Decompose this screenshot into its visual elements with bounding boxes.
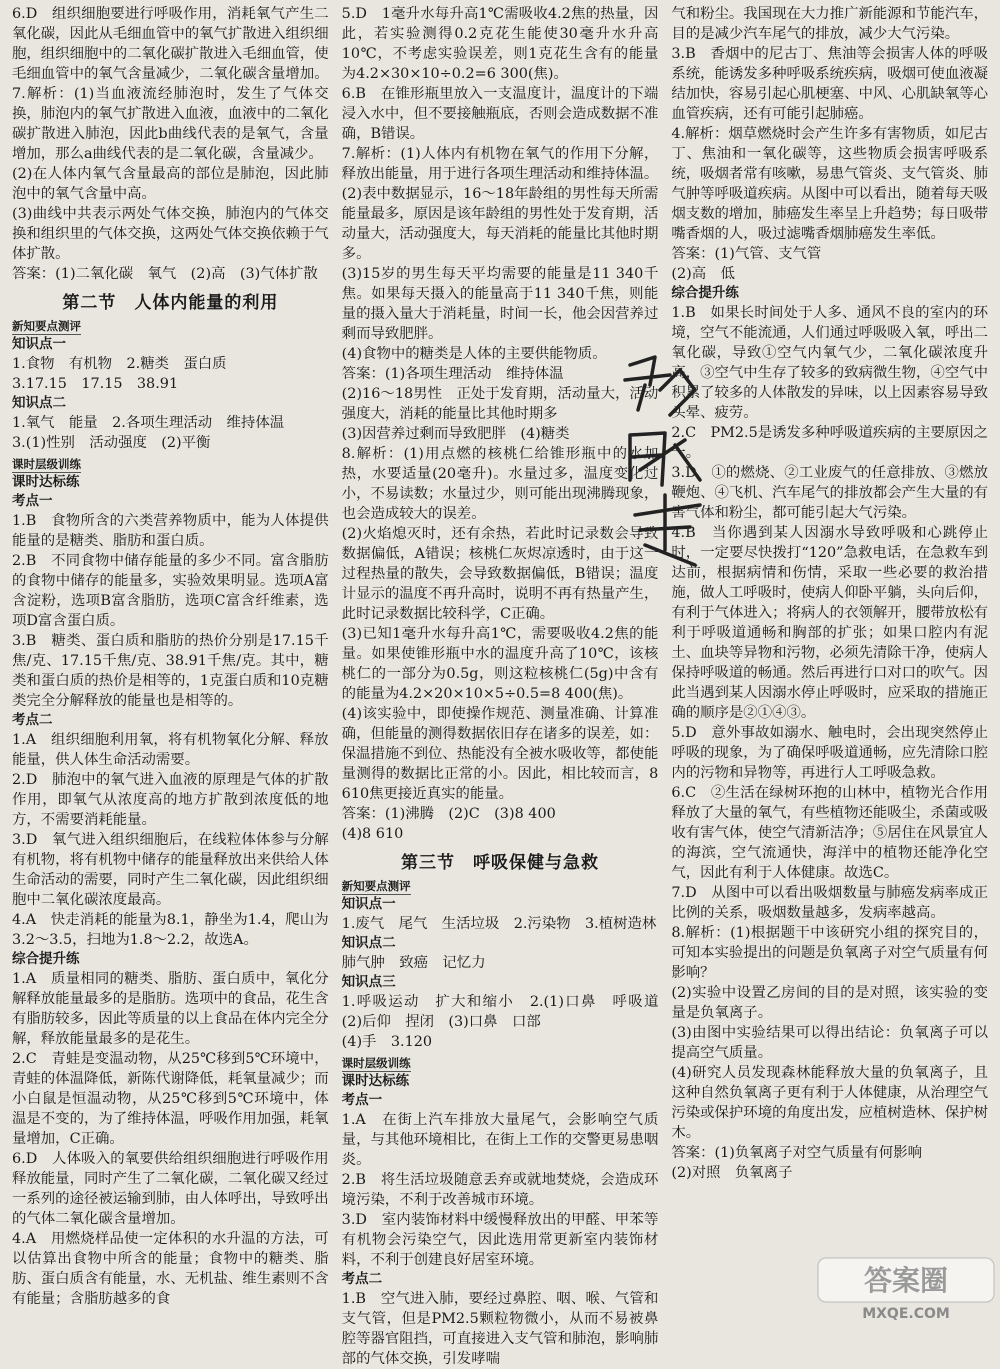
section-title: 第二节 人体内能量的利用 xyxy=(62,293,279,313)
answer-paragraph: 肺气肿 致癌 记忆力 xyxy=(341,955,486,971)
answer-paragraph: 2.B 将生活垃圾随意丢弃或就地焚烧，会造成环境污染，不利于改善城市环境。 xyxy=(341,1172,659,1208)
answer-paragraph: 4.A 用燃烧样品使一定体积的水升温的方法，可以估算出食物中所含的能量；食物中的糖类、脂肪、蛋白质含有能量，水、无机盐、维生素则不含有能量；含脂肪越多的食 xyxy=(12,1231,329,1307)
answer-paragraph: 答案：(1)负氧离子对空气质量有何影响 xyxy=(671,1145,922,1161)
answer-paragraph: (2)表中数据显示，16～18年龄组的男性每天所需能量最多，原因是该年龄组的男性处于发育期，活动量大，活动强度大，每天消耗的能量比其他时期多。 xyxy=(341,186,659,262)
answer-paragraph: 8.解析：(1)根据题干中该研究小组的探究目的，可知本实验提出的问题是负氧离子对空气质量有何影响？ xyxy=(671,925,989,981)
answer-paragraph: 1.呼吸运动 扩大和缩小 2.(1)口鼻 呼吸道 (2)后仰 捏闭 (3)口鼻 口部 xyxy=(341,994,673,1030)
watermark-logo xyxy=(816,1254,996,1324)
answer-paragraph: 1.食物 有机物 2.糖类 蛋白质 xyxy=(12,356,227,372)
column-middle xyxy=(335,4,673,1367)
heading-label: 知识点二 xyxy=(12,395,66,411)
answer-paragraph: (2)火焰熄灭时，还有余热，若此时记录数会导致数据偏低，A错误；核桃仁灰烬凉透时，由于这一过程热量的散失，会导致数据偏低，B错误；温度计显示的温度不再升高时，说明不再有热量产生，此时记录数据比较科学，C正确。 xyxy=(341,526,659,622)
handwritten-signature xyxy=(610,345,720,575)
answer-paragraph: (3)因营养过剩而导致肥胖 (4)糖类 xyxy=(341,426,570,442)
answer-paragraph: 1.B 空气进入肺，要经过鼻腔、咽、喉、气管和支气管，但是PM2.5颗粒物微小，从而不易被鼻腔等器官阻挡，可直接进入支气管和肺泡，影响肺部的气体交换，引发哮喘 xyxy=(341,1291,659,1367)
subsection-label: 课时层级训练 xyxy=(341,1056,411,1070)
answer-paragraph: (2)16～18男性 正处于发育期，活动量大，活动强度大，消耗的能量比其他时期多 xyxy=(341,386,659,422)
heading-label: 知识点一 xyxy=(341,896,396,912)
heading-label: 知识点一 xyxy=(12,336,66,352)
subsection-label: 课时层级训练 xyxy=(12,457,81,471)
answer-paragraph: 1.B 如果长时间处于人多、通风不良的室内的环境，空气不能流通，人们通过呼吸吸入氧，呼出二氧化碳，导致①空气内氧气少，二氧化碳浓度升高，③空气中生存了较多的致病微生物，④空气中积累了较多的人体散发的异味，以上因素容易导致头晕、疲劳。 xyxy=(671,305,989,421)
heading-label: 考点二 xyxy=(341,1271,383,1287)
answer-paragraph: 2.C 青蛙是变温动物，从25℃移到5℃环境中，青蛙的体温降低，新陈代谢降低，耗氧量减少；而小白鼠是恒温动物，从25℃移到5℃环境中，体温是不变的，为了维持体温，呼吸作用加强，耗氧量增加，C正确。 xyxy=(12,1051,329,1147)
answer-paragraph: (4)该实验中，即使操作规范、测量准确、计算准确，但能量的测得数据依旧存在诸多的误差，如：保温措施不到位、热能没有全被水吸收等，都使能量测得的数据比正常的小。因此，相比较而言，8 610焦更接近真实的能量。 xyxy=(341,706,659,802)
section-title: 第三节 呼吸保健与急救 xyxy=(401,853,599,873)
answer-paragraph: 1.B 食物所含的六类营养物质中，能为人体提供能量的是糖类、脂肪和蛋白质。 xyxy=(12,513,329,549)
heading-label: 知识点二 xyxy=(341,935,396,951)
column-left xyxy=(6,4,335,1326)
answer-paragraph: 7.解析：(1)当血液流经肺泡时，发生了气体交换，肺泡内的氧气扩散进入血液，血液中的二氧化碳扩散进入肺泡，因此b曲线代表的是氧气，含量增加，那么a曲线代表的是二氧化碳，含量减少。 xyxy=(12,86,329,162)
answer-paragraph: (4)手 3.120 xyxy=(341,1034,433,1050)
column-right xyxy=(664,4,994,1326)
answer-paragraph: 答案：(1)各项生理活动 维持体温 xyxy=(341,366,564,382)
answer-paragraph: 8.解析：(1)用点燃的核桃仁给锥形瓶中的水加热，水要适量(20毫升)。水量过多，温度变化过小，不易读数；水量过少，则可能出现沸腾现象，也会造成较大的误差。 xyxy=(341,446,659,522)
heading-label: 综合提升练 xyxy=(671,285,739,301)
answer-paragraph: 2.B 不同食物中储存能量的多少不同。富含脂肪的食物中储存的能量多，实验效果明显。选项A富含淀粉，选项B富含脂肪，选项C富含纤维素，选项D富含蛋白质。 xyxy=(12,553,329,629)
subsection-wrap xyxy=(12,453,329,473)
answer-paragraph: (4)食物中的糖类是人体的主要供能物质。 xyxy=(341,346,607,362)
answer-paragraph: (2)对照 负氧离子 xyxy=(671,1165,793,1181)
answer-paragraph: 3.17.15 17.15 38.91 xyxy=(12,376,179,392)
answer-paragraph: (3)已知1毫升水每升高1℃，需要吸收4.2焦的能量。如果使锥形瓶中水的温度升高了10℃，该核桃仁的一部分为0.5g，则这粒核桃仁(5g)中含有的能量为4.2×20×10×5÷0.5=8 400(焦)。 xyxy=(341,626,659,702)
heading-label: 知识点三 xyxy=(341,974,396,990)
answer-paragraph: 3.B 糖类、蛋白质和脂肪的热价分别是17.15千焦/克、17.15千焦/克、38.91千焦/克。其中，糖类和蛋白质的热价是相等的，1克蛋白质和10克糖类完全分解释放的能量也是相等的。 xyxy=(12,633,329,709)
subsection-wrap xyxy=(342,875,659,895)
answer-paragraph: 6.D 组织细胞要进行呼吸作用，消耗氧气产生二氧化碳，因此从毛细血管中的氧气扩散进入组织细胞，组织细胞中的二氧化碳扩散进入毛细血管，使毛细血管中的氧气含量减少，二氧化碳含量增加。 xyxy=(12,6,329,82)
answer-paragraph: (2)实验中设置乙房间的目的是对照，该实验的变量是负氧离子。 xyxy=(671,985,989,1021)
answer-paragraph: (2)高 低 xyxy=(671,266,735,282)
heading-label: 考点一 xyxy=(12,493,53,509)
answer-paragraph: 6.D 人体吸入的氧要供给组织细胞进行呼吸作用释放能量，同时产生了二氧化碳，二氧化碳又经过一系列的途径被运输到肺，由人体呼出，导致呼出的气体二氧化碳含量增加。 xyxy=(12,1151,329,1227)
answer-paragraph: 5.D 意外事故如溺水、触电时，会出现突然停止呼吸的现象，为了确保呼吸道通畅，应先清除口腔内的污物和异物等，再进行人工呼吸急救。 xyxy=(671,725,989,781)
answer-paragraph: 6.B 在锥形瓶里放入一支温度计，温度计的下端浸入水中，但不要接触瓶底，否则会造成数据不准确，B错误。 xyxy=(341,86,659,142)
answer-paragraph: 3.D 氧气进入组织细胞后，在线粒体体参与分解有机物，将有机物中储存的能量释放出来供给人体生命活动的需要，同时产生二氧化碳，因此组织细胞中二氧化碳浓度最高。 xyxy=(12,832,329,908)
answer-paragraph: (3)15岁的男生每天平均需要的能量是11 340千焦。如果每天摄入的能量高于11 340千焦，则能量的摄入量大于消耗量，时间一长，他会因营养过剩而导致肥胖。 xyxy=(341,266,659,342)
answer-paragraph: 2.D 肺泡中的氧气进入血液的原理是气体的扩散作用，即氧气从浓度高的地方扩散到浓度低的地方，不需要消耗能量。 xyxy=(12,772,329,828)
answer-paragraph: 3.B 香烟中的尼古丁、焦油等会损害人体的呼吸系统，能诱发多种呼吸系统疾病，吸烟可使血液凝结加快，容易引起心肌梗塞、中风、心肌缺氧等心血管疾病，还有可能引起肺癌。 xyxy=(671,46,989,122)
heading-label: 综合提升练 xyxy=(12,951,80,967)
heading-label: 课时达标练 xyxy=(341,1073,410,1089)
answer-paragraph: 1.A 在街上汽车排放大量尾气，会影响空气质量，与其他环境相比，在街上工作的交警更易患咽炎。 xyxy=(341,1112,659,1168)
subsection-wrap xyxy=(12,315,329,335)
answer-paragraph: 2.C PM2.5是诱发多种呼吸道疾病的主要原因之一。 xyxy=(671,425,989,461)
subsection-label: 新知要点测评 xyxy=(341,879,411,893)
heading-label: 考点二 xyxy=(12,712,53,728)
answer-paragraph: 气和粉尘。我国现在大力推广新能源和节能汽车，目的是减少汽车尾气的排放，减少大气污染。 xyxy=(671,6,989,42)
answer-paragraph: (4)8 610 xyxy=(341,826,404,842)
answer-paragraph: 3.D 室内装饰材料中缓慢释放出的甲醛、甲苯等有机物会污染空气，因此选用常更新室内装饰材料，不利于创建良好居室环境。 xyxy=(341,1212,659,1268)
answer-paragraph: 答案：(1)二氧化碳 氧气 (2)高 (3)气体扩散 xyxy=(12,266,318,282)
answer-paragraph: 4.B 当你遇到某人因溺水导致呼吸和心跳停止时，一定要尽快拨打“120”急救电话，在急救车到达前，根据病情和伤情，采取一些必要的救治措施，做人工呼吸时，使病人仰卧平躺，头向后仰，有利于气体进入；将病人的衣领解开，腰带放松有利于呼吸道通畅和胸部的扩张；如果口腔内有泥土、血块等异物和污物，必须先清除干净，使病人保持呼吸道的畅通。然后再进行口对口的吹气。因此当遇到某人因溺水停止呼吸时，应采取的措施正确的顺序是②①④③。 xyxy=(671,525,989,721)
answer-paragraph: (3)由图中实验结果可以得出结论：负氧离子可以提高空气质量。 xyxy=(671,1025,989,1061)
answer-paragraph: (3)曲线中共表示两处气体交换，肺泡内的气体交换和组织里的气体交换，这两处气体交换依赖于气体扩散。 xyxy=(12,206,329,262)
answer-paragraph: 4.A 快走消耗的能量为8.1，静坐为1.4，爬山为3.2～3.5，扫地为1.8～2.2，故选A。 xyxy=(12,912,329,948)
answer-paragraph: (4)研究人员发现森林能释放大量的负氧离子，且这种自然负氧离子更有利于人体健康，从治理空气污染或保护环境的角度出发，应植树造林、保护树木。 xyxy=(671,1065,989,1141)
answer-paragraph: 1.A 质量相同的糖类、脂肪、蛋白质中，氧化分解释放能量最多的是脂肪。选项中的食品，花生含有脂肪较多，因此等质量的以上食品在体内完全分解，释放能量最多的是花生。 xyxy=(12,971,329,1047)
answer-paragraph: 1.废气 尾气 生活垃圾 2.污染物 3.植树造林 xyxy=(341,916,657,932)
answer-paragraph: 答案：(1)气管、支气管 xyxy=(671,246,822,262)
answer-paragraph: 3.D ①的燃烧、②工业废气的任意排放、③燃放鞭炮、④飞机、汽车尾气的排放都会产生大量的有害气体和粉尘，都可能引起大气污染。 xyxy=(671,465,989,521)
answer-paragraph: 3.(1)性别 活动强度 (2)平衡 xyxy=(12,435,211,451)
answer-paragraph: 答案：(1)沸腾 (2)C (3)8 400 xyxy=(341,806,556,822)
answer-paragraph: 1.A 组织细胞利用氧，将有机物氧化分解、释放能量，供人体生命活动需要。 xyxy=(12,732,329,768)
svg-text:答案圈: 答案圈 xyxy=(863,1264,949,1297)
answer-paragraph: 5.D 1毫升水每升高1℃需吸收4.2焦的热量，因此，若实验测得0.2克花生能使30毫升水升高10℃，不考虑实验误差，则1克花生含有的能量为4.2×30×10÷0.2=6 300(焦)。 xyxy=(341,6,659,82)
answer-paragraph: 7.解析：(1)人体内有机物在氧气的作用下分解，释放出能量，用于进行各项生理活动和维持体温。 xyxy=(341,146,659,182)
heading-label: 考点一 xyxy=(341,1092,383,1108)
subsection-label: 新知要点测评 xyxy=(12,319,81,333)
answer-paragraph: 7.D 从图中可以看出吸烟数量与肺癌发病率成正比例的关系，吸烟数量越多，发病率越高。 xyxy=(671,885,989,921)
heading-label: 课时达标练 xyxy=(12,474,80,490)
answer-paragraph: (2)在人体内氧气含量最高的部位是肺泡，因此肺泡中的氧气含量中高。 xyxy=(12,166,329,202)
subsection-wrap xyxy=(342,1052,659,1072)
answer-paragraph: 4.解析：烟草燃烧时会产生许多有害物质，如尼古丁、焦油和一氧化碳等，这些物质会损害呼吸系统，吸烟者常有咳嗽，易患气管炎、支气管炎、肺气肿等呼吸道疾病。从图中可以看出，随着每天吸烟支数的增加，肺癌发生率呈上升趋势；每日吸带嘴香烟的人，吸过滤嘴香烟肺癌发生率低。 xyxy=(671,126,989,242)
answer-paragraph: 6.C ②生活在绿树环抱的山林中，植物光合作用释放了大量的氧气，有些植物还能吸尘，杀菌或吸收有害气体，使空气清新洁净；⑤居住在风景宜人的海滨，空气流通快，海洋中的植物还能净化空气，因此有利于人体健康。故选C。 xyxy=(671,785,989,881)
svg-text:MXQE.COM: MXQE.COM xyxy=(862,1306,950,1322)
answer-paragraph: 1.氧气 能量 2.各项生理活动 维持体温 xyxy=(12,415,285,431)
